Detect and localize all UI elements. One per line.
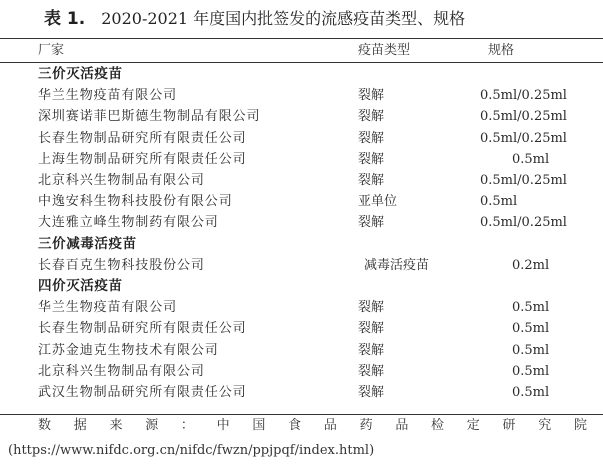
table-row bbox=[0, 340, 603, 361]
header-spec: 规格 bbox=[488, 43, 515, 58]
vaccine-type-cell: 亚单位 bbox=[358, 194, 398, 210]
vaccine-type-cell: 裂解 bbox=[358, 88, 385, 104]
table-row bbox=[0, 128, 603, 149]
spec-cell: 0.5ml bbox=[512, 363, 550, 379]
spec-cell: 0.5ml/0.25ml bbox=[480, 109, 567, 125]
spec-cell: 0.5ml bbox=[512, 300, 550, 316]
vaccine-type-cell: 裂解 bbox=[358, 363, 385, 379]
source-line: 数 据 来 源 ： 中 国 食 品 药 品 检 定 研 究 院 bbox=[38, 418, 588, 433]
spec-cell: 0.5ml/0.25ml bbox=[480, 173, 567, 188]
vaccine-type-cell: 减毒活疫苗 bbox=[364, 257, 430, 273]
vaccine-type-cell: 裂解 bbox=[358, 173, 385, 188]
maker-cell: 江苏金迪克生物技术有限公司 bbox=[38, 342, 219, 358]
section-heading: 三价灭活疫苗 bbox=[38, 66, 123, 82]
spec-cell: 0.5ml bbox=[480, 194, 518, 210]
maker-cell: 大连雅立峰生物制药有限公司 bbox=[38, 215, 219, 231]
section-heading: 四价灭活疫苗 bbox=[38, 278, 123, 294]
spec-cell: 0.5ml bbox=[512, 321, 550, 337]
header-type: 疫苗类型 bbox=[358, 43, 411, 58]
maker-cell: 长春百克生物科技股份公司 bbox=[38, 257, 205, 273]
maker-cell: 北京科兴生物制品有限公司 bbox=[38, 363, 205, 379]
header-maker: 厂家 bbox=[38, 43, 65, 58]
table-number: 表 1. bbox=[44, 9, 86, 29]
table-title bbox=[44, 6, 465, 32]
vaccine-type-cell: 裂解 bbox=[358, 385, 385, 400]
vaccine-type-cell: 裂解 bbox=[358, 130, 385, 146]
vaccine-type-cell: 裂解 bbox=[358, 321, 385, 337]
spec-cell: 0.5ml/0.25ml bbox=[480, 88, 567, 104]
table-caption: 2020-2021 年度国内批签发的流感疫苗类型、规格 bbox=[101, 9, 466, 28]
table-row bbox=[0, 106, 603, 127]
table-row bbox=[0, 149, 603, 170]
vaccine-type-cell: 裂解 bbox=[358, 215, 385, 231]
maker-cell: 中逸安科生物科技股份有限公司 bbox=[38, 194, 233, 210]
maker-cell: 华兰生物疫苗有限公司 bbox=[38, 300, 178, 316]
vaccine-type-cell: 裂解 bbox=[358, 300, 385, 316]
maker-cell: 上海生物制品研究所有限责任公司 bbox=[38, 151, 247, 167]
source-url: (https://www.nifdc.org.cn/nifdc/fwzn/ppjpqf/index.html) bbox=[8, 443, 375, 458]
maker-cell: 北京科兴生物制品有限公司 bbox=[38, 173, 205, 188]
table-row bbox=[0, 318, 603, 339]
spec-cell: 0.5ml bbox=[512, 151, 550, 167]
table-row bbox=[0, 255, 603, 276]
table-row bbox=[0, 191, 603, 212]
table-row bbox=[0, 85, 603, 106]
header-rule bbox=[0, 62, 603, 63]
maker-cell: 长春生物制品研究所有限责任公司 bbox=[38, 130, 247, 146]
table-row bbox=[0, 382, 603, 403]
spec-cell: 0.5ml/0.25ml bbox=[480, 215, 567, 231]
maker-cell: 武汉生物制品研究所有限责任公司 bbox=[38, 385, 247, 400]
spec-cell: 0.5ml bbox=[512, 342, 550, 358]
maker-cell: 长春生物制品研究所有限责任公司 bbox=[38, 321, 247, 337]
vaccine-type-cell: 裂解 bbox=[358, 342, 385, 358]
table-row bbox=[0, 212, 603, 233]
spec-cell: 0.5ml bbox=[512, 385, 550, 400]
spec-cell: 0.2ml bbox=[512, 257, 550, 273]
table-row bbox=[0, 170, 603, 191]
vaccine-type-cell: 裂解 bbox=[358, 151, 385, 167]
top-rule bbox=[0, 38, 603, 39]
table-row bbox=[0, 361, 603, 382]
section-heading: 三价减毒活疫苗 bbox=[38, 235, 137, 252]
maker-cell: 深圳赛诺菲巴斯德生物制品有限公司 bbox=[38, 109, 261, 125]
spec-cell: 0.5ml/0.25ml bbox=[480, 130, 567, 146]
vaccine-type-cell: 裂解 bbox=[358, 109, 385, 125]
maker-cell: 华兰生物疫苗有限公司 bbox=[38, 88, 178, 104]
table-row bbox=[0, 297, 603, 318]
